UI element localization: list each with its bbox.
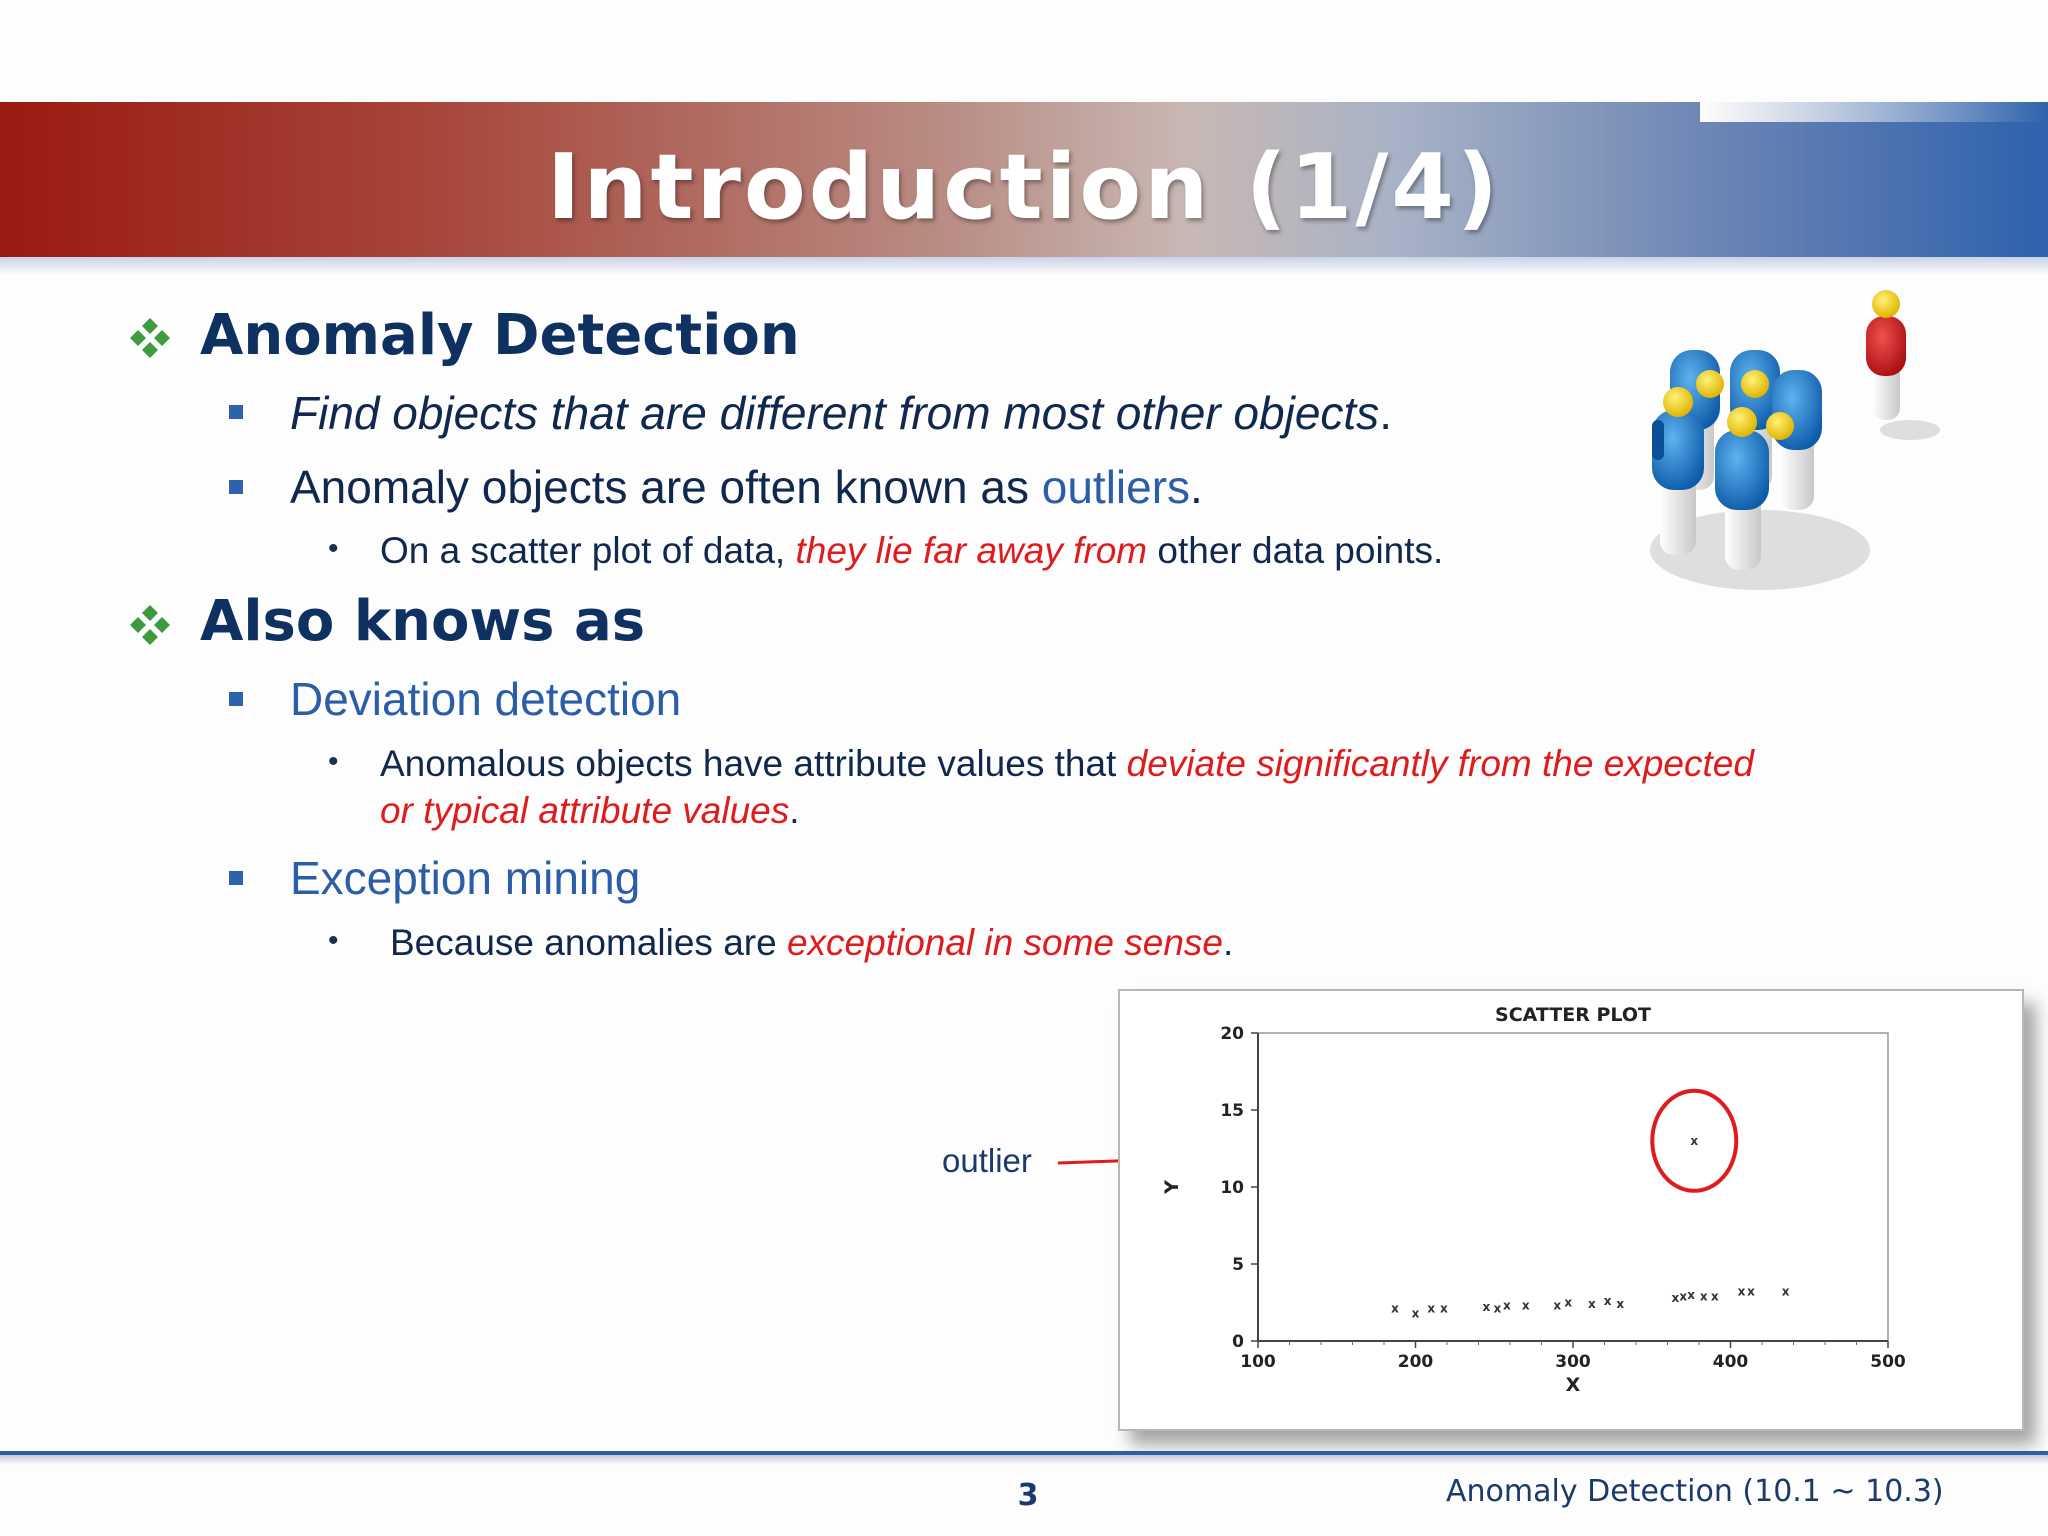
data-point: x (1616, 1297, 1625, 1312)
x-tick-label: 100 (1240, 1352, 1276, 1372)
sub-highlight: or typical attribute values (380, 790, 790, 831)
data-point: x (1737, 1284, 1746, 1299)
data-point: x (1493, 1301, 1502, 1316)
bullet-period: . (1379, 387, 1392, 439)
x-tick-label: 300 (1555, 1352, 1591, 1372)
banner-fade (1700, 102, 2048, 122)
data-point: x (1588, 1297, 1596, 1312)
bullet-find-objects (290, 386, 1392, 440)
bullet-exception-mining: Exception mining (290, 852, 641, 904)
footer-shade (0, 1455, 2048, 1465)
sub-bullet-deviation-line1 (380, 740, 1754, 788)
outlier-label: outlier (942, 1142, 1032, 1179)
bullet-square (229, 405, 243, 419)
sub-period: . (1223, 922, 1234, 963)
data-point: x (1427, 1301, 1436, 1316)
sub-period: . (789, 790, 800, 831)
section-heading-anomaly-detection: Anomaly Detection (200, 303, 800, 368)
banner-shadow (0, 257, 2048, 275)
plot-area (1258, 1033, 1888, 1341)
bullet-text: Anomaly objects are often known as (290, 461, 1042, 513)
x-axis-label: X (1565, 1374, 1581, 1396)
data-point: x (1521, 1298, 1530, 1313)
x-tick-label: 400 (1712, 1352, 1749, 1372)
chart-title: SCATTER PLOT (1495, 1004, 1651, 1026)
sub-text: On a scatter plot of data, (380, 530, 796, 571)
data-point: x (1687, 1287, 1695, 1302)
sub-bullet-exceptional (390, 919, 1233, 967)
scatter-plot-frame (1118, 989, 2024, 1431)
slide-title: Introduction (1/4) (546, 135, 1502, 240)
sub-text: Anomalous objects have attribute values that (380, 743, 1127, 784)
sub-bullet-dot: • (328, 745, 339, 778)
y-tick-label: 15 (1220, 1101, 1244, 1121)
data-point: x (1747, 1284, 1755, 1299)
sub-bullet-dot: • (328, 532, 339, 565)
page-number: 3 (1017, 1478, 1039, 1513)
data-point: x (1564, 1295, 1573, 1310)
y-tick-label: 10 (1220, 1178, 1244, 1198)
four-diamond-icon (128, 316, 172, 360)
x-tick-label: 200 (1397, 1352, 1434, 1372)
data-point: x (1603, 1293, 1612, 1308)
bullet-period: . (1190, 461, 1203, 513)
sub-highlight: exceptional in some sense (786, 922, 1224, 963)
x-tick-label: 500 (1870, 1352, 1906, 1372)
data-point: x (1411, 1306, 1420, 1321)
y-tick-label: 20 (1220, 1024, 1244, 1044)
sub-bullet-dot: • (328, 924, 339, 957)
data-point: x (1781, 1284, 1790, 1299)
sub-bullet-scatter (380, 527, 1443, 575)
sub-bullet-deviation-line2 (380, 787, 800, 835)
y-tick-label: 0 (1232, 1332, 1244, 1352)
sub-highlight: they lie far away from (795, 530, 1148, 571)
data-point: x (1502, 1298, 1511, 1313)
sub-text: Because anomalies are (390, 922, 787, 963)
y-tick-label: 5 (1232, 1255, 1244, 1275)
sub-highlight: deviate significantly from the expected (1126, 743, 1754, 784)
section-heading-also-known-as: Also knows as (200, 589, 646, 654)
people-crowd-icon (1630, 280, 1950, 660)
data-point: x (1553, 1298, 1562, 1313)
data-point: x (1482, 1300, 1491, 1315)
y-axis-label: Y (1161, 1180, 1183, 1194)
bullet-square (229, 692, 243, 706)
four-diamond-icon (128, 603, 172, 647)
data-point: x (1671, 1290, 1680, 1305)
data-point: x (1699, 1289, 1708, 1304)
data-point: x (1710, 1289, 1719, 1304)
outliers-term: outliers (1041, 461, 1191, 513)
bullet-square (229, 871, 243, 885)
bullet-outliers (290, 460, 1203, 514)
data-point: x (1439, 1301, 1448, 1316)
scatter-plot (1120, 991, 2022, 1429)
data-point: x (1391, 1301, 1399, 1316)
data-point: x (1679, 1289, 1688, 1304)
sub-text-end: other data points. (1147, 530, 1444, 571)
bullet-square (229, 480, 243, 494)
bullet-text: Find objects that are different from most other objects (290, 387, 1380, 439)
footer-title: Anomaly Detection (10.1 ~ 10.3) (1446, 1474, 1944, 1509)
outlier-point: x (1690, 1133, 1699, 1148)
bullet-deviation-detection: Deviation detection (290, 673, 682, 725)
